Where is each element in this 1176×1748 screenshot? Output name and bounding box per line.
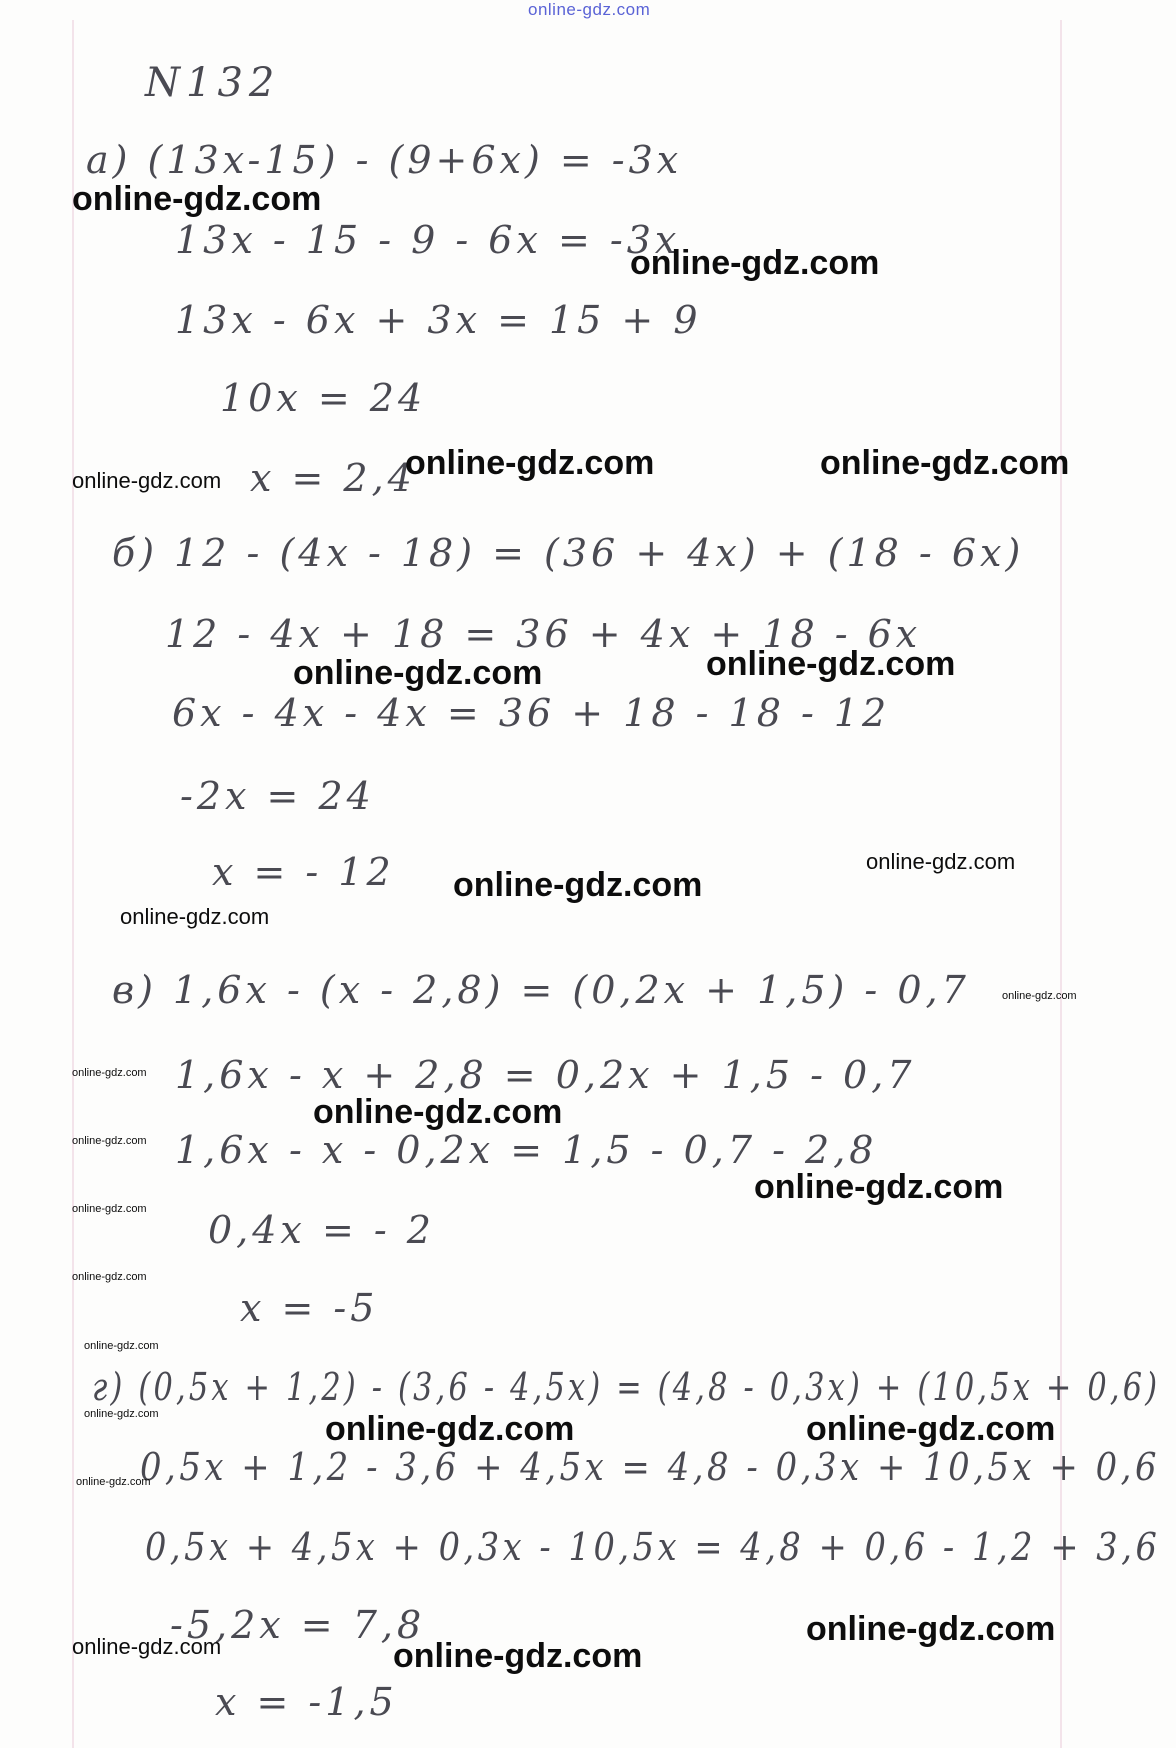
- part-b-line-2: 12 - 4x + 18 = 36 + 4x + 18 - 6x: [165, 612, 922, 656]
- watermark: online-gdz.com: [706, 645, 956, 683]
- part-a-line-3: 13x - 6x + 3x = 15 + 9: [175, 298, 702, 342]
- part-g-line-1: г) (0,5x + 1,2) - (3,6 - 4,5x) = (4,8 - 0,3x) + (10,5x + 0,6): [92, 1365, 1161, 1409]
- watermark: online-gdz.com: [76, 1476, 151, 1488]
- watermark: online-gdz.com: [405, 444, 655, 482]
- watermark: online-gdz.com: [754, 1168, 1004, 1206]
- watermark: online-gdz.com: [72, 1135, 147, 1147]
- watermark: online-gdz.com: [84, 1408, 159, 1420]
- watermark: online-gdz.com: [313, 1093, 563, 1131]
- watermark: online-gdz.com: [866, 849, 1016, 874]
- part-a-line-1: а) (13x-15) - (9+6x) = -3x: [86, 138, 683, 182]
- part-b-line-3: 6x - 4x - 4x = 36 + 18 - 18 - 12: [172, 691, 891, 735]
- part-g-line-4: -5,2x = 7,8: [170, 1603, 426, 1647]
- part-v-line-3: 1,6x - x - 0,2x = 1,5 - 0,7 - 2,8: [175, 1128, 878, 1172]
- watermark: online-gdz.com: [72, 468, 222, 493]
- watermark: online-gdz.com: [393, 1637, 643, 1675]
- watermark: online-gdz.com: [820, 444, 1070, 482]
- part-g-line-2: 0,5x + 1,2 - 3,6 + 4,5x = 4,8 - 0,3x + 10,5x + 0,6: [140, 1445, 1161, 1489]
- part-a-line-5: x = 2,4: [250, 456, 416, 500]
- watermark: online-gdz.com: [630, 244, 880, 282]
- part-b-line-5: x = - 12: [212, 850, 395, 894]
- part-g-line-3: 0,5x + 4,5x + 0,3x - 10,5x = 4,8 + 0,6 - 1,2 + 3,6: [145, 1525, 1161, 1569]
- watermark: online-gdz.com: [72, 1067, 147, 1079]
- part-g-line-5: x = -1,5: [215, 1680, 398, 1724]
- part-v-line-2: 1,6x - x + 2,8 = 0,2x + 1,5 - 0,7: [175, 1053, 916, 1097]
- part-v-line-1: в) 1,6x - (x - 2,8) = (0,2x + 1,5) - 0,7: [112, 968, 970, 1012]
- watermark: online-gdz.com: [72, 180, 322, 218]
- watermark: online-gdz.com: [806, 1410, 1056, 1448]
- watermark: online-gdz.com: [84, 1340, 159, 1352]
- watermark: online-gdz.com: [120, 904, 270, 929]
- watermark: online-gdz.com: [72, 1203, 147, 1215]
- watermark: online-gdz.com: [453, 866, 703, 904]
- problem-number: N132: [145, 60, 281, 106]
- watermark: online-gdz.com: [806, 1610, 1056, 1648]
- watermark: online-gdz.com: [1002, 990, 1077, 1002]
- part-v-line-4: 0,4x = - 2: [208, 1208, 435, 1252]
- watermark: online-gdz.com: [325, 1410, 575, 1448]
- watermark: online-gdz.com: [72, 1271, 147, 1283]
- watermark: online-gdz.com: [293, 654, 543, 692]
- part-b-line-4: -2x = 24: [180, 774, 375, 818]
- watermark: online-gdz.com: [72, 1634, 222, 1659]
- part-b-line-1: б) 12 - (4x - 18) = (36 + 4x) + (18 - 6x): [112, 531, 1025, 575]
- part-a-line-2: 13x - 15 - 9 - 6x = -3x: [175, 218, 681, 262]
- left-margin-line: [72, 20, 74, 1748]
- header-watermark[interactable]: online-gdz.com: [528, 0, 651, 19]
- part-v-line-5: x = -5: [240, 1286, 379, 1330]
- part-a-line-4: 10x = 24: [220, 376, 427, 420]
